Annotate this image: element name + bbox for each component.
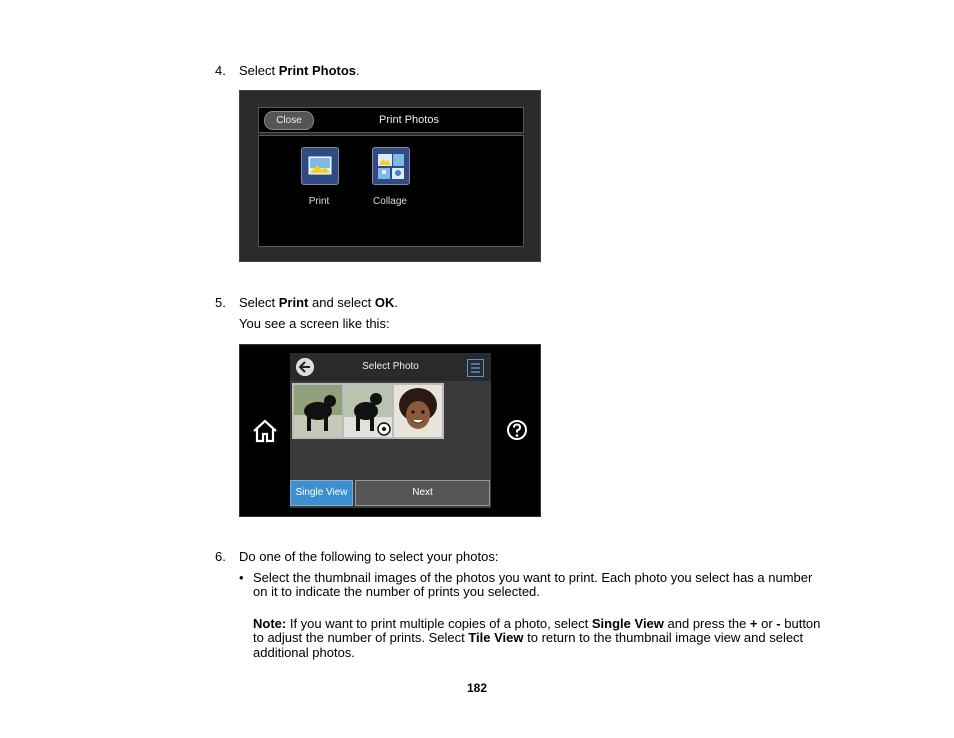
select-photo-panel xyxy=(290,353,491,508)
screen1-title: Print Photos xyxy=(379,114,439,126)
step5-subtext: You see a screen like this: xyxy=(239,316,390,331)
collage-icon xyxy=(373,148,409,184)
help-icon[interactable] xyxy=(506,419,528,441)
collage-option-label: Collage xyxy=(373,196,407,207)
next-button[interactable]: Next xyxy=(355,480,490,506)
note-line-1: Note: If you want to print multiple copies of a photo, select Single View and press the + or - button xyxy=(253,616,821,631)
step6-text: Do one of the following to select your photos: xyxy=(239,549,499,564)
bullet-line-2: on it to indicate the number of prints you selected. xyxy=(253,584,540,599)
screen1-header xyxy=(258,107,524,133)
page-number: 182 xyxy=(466,681,488,695)
single-view-button[interactable]: Single View xyxy=(290,480,353,506)
note-line-2: to adjust the number of prints. Select Tile View to return to the thumbnail image view and select xyxy=(253,630,804,645)
close-button[interactable]: Close xyxy=(264,111,314,130)
bullet-marker: • xyxy=(239,570,244,585)
print-photos-screenshot xyxy=(239,90,541,262)
step4-number: 4. xyxy=(215,63,226,78)
screen2-title: Select Photo xyxy=(362,361,419,372)
print-option[interactable] xyxy=(301,147,339,185)
photo-thumbnail-child[interactable] xyxy=(394,385,442,437)
step6-number: 6. xyxy=(215,549,226,564)
image-icon xyxy=(302,148,338,184)
select-photo-screenshot xyxy=(239,344,541,517)
note-line-3: additional photos. xyxy=(253,645,355,660)
thumbnail-grid xyxy=(292,383,444,439)
photo-thumbnail-dog-ball[interactable] xyxy=(344,385,392,437)
print-option-label: Print xyxy=(308,196,330,207)
menu-icon[interactable] xyxy=(467,359,484,377)
back-arrow-icon[interactable] xyxy=(296,358,314,376)
home-icon[interactable] xyxy=(252,419,278,443)
screen1-body xyxy=(258,135,524,247)
screen2-header xyxy=(290,353,491,381)
bullet-line-1: Select the thumbnail images of the photos you want to print. Each photo you select has a number xyxy=(253,570,813,585)
collage-option[interactable] xyxy=(372,147,410,185)
step5-number: 5. xyxy=(215,295,226,310)
step4-text: Select Print Photos. xyxy=(239,63,360,78)
photo-thumbnail-dog[interactable] xyxy=(294,385,342,437)
step5-text: Select Print and select OK. xyxy=(239,295,398,310)
